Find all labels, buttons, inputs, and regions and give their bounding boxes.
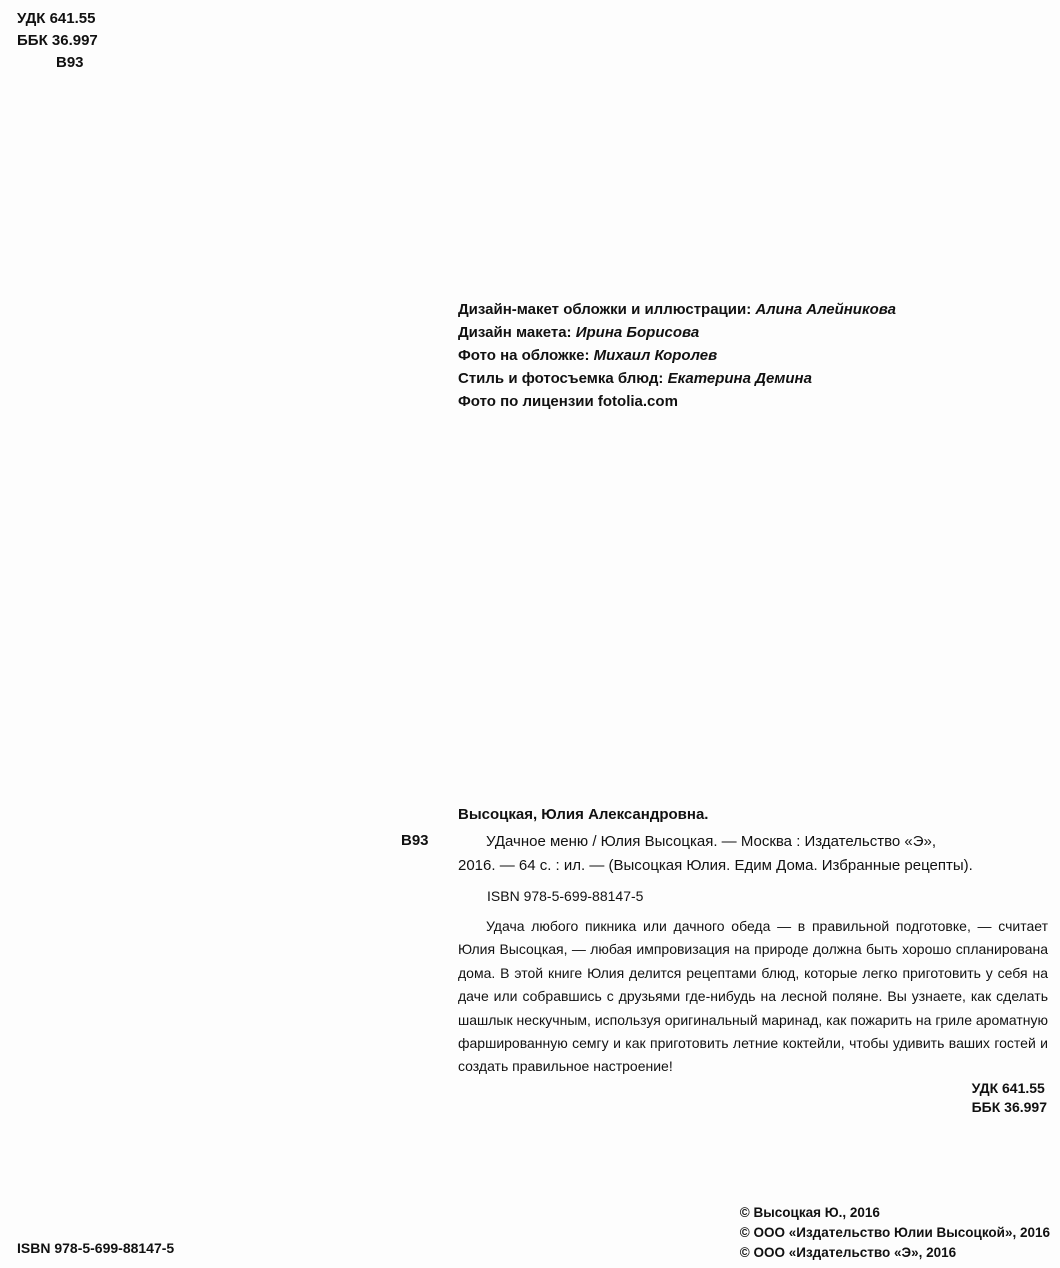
annotation-paragraph: Удача любого пикника или дачного обеда — в правильной подготовке, — считает Юлия Высоцкая, — любая импровизация на природе должна быть хорошо спланирована дома. В этой книге Юлия делится рецептами блюд, которые легко приготовить у себя на даче или собравшись с друзьями где-нибудь на лесной поляне. Вы узнаете, как сделать шашлык нескучным, используя оригинальный маринад, как пожарить на гриле ароматную фаршированную семгу и как приготовить летние коктейли, чтобы удивить ваших гостей и создать правильное настроение! bbox=[458, 918, 1048, 1075]
credit-role: Фото на обложке: bbox=[458, 347, 590, 364]
biblio-line: 2016. — 64 с. : ил. — (Высоцкая Юлия. Едим Дома. Избранные рецепты). bbox=[458, 857, 973, 874]
copyright-line: © ООО «Издательство «Э», 2016 bbox=[739, 1245, 957, 1260]
author-mark: В93 bbox=[56, 54, 84, 71]
bbk-code: ББК 36.997 bbox=[17, 32, 98, 49]
copyright-line: © Высоцкая Ю., 2016 bbox=[739, 1205, 880, 1220]
biblio-line: УДачное меню / Юлия Высоцкая. — Москва : Издательство «Э», bbox=[486, 833, 937, 850]
credit-role: Фото по лицензии fotolia.com bbox=[458, 393, 678, 410]
copyright-block bbox=[740, 1203, 1050, 1263]
credit-row bbox=[458, 390, 896, 413]
udk-code: УДК 641.55 bbox=[971, 1080, 1045, 1096]
top-classification-codes bbox=[17, 8, 98, 74]
catalog-classification-codes bbox=[972, 1079, 1047, 1117]
footer-isbn: ISBN 978-5-699-88147-5 bbox=[17, 1240, 175, 1256]
credit-name: Ирина Борисова bbox=[575, 324, 700, 341]
credit-name: Михаил Королев bbox=[593, 347, 718, 364]
credits-block bbox=[458, 298, 896, 413]
credit-role: Дизайн макета: bbox=[458, 324, 572, 341]
credit-name: Екатерина Демина bbox=[667, 370, 812, 387]
credit-row bbox=[458, 321, 896, 344]
credit-row bbox=[458, 298, 896, 321]
copyright-line: © ООО «Издательство Юлии Высоцкой», 2016 bbox=[739, 1225, 1050, 1240]
credit-role: Стиль и фотосъемка блюд: bbox=[458, 370, 664, 387]
catalog-isbn: ISBN 978-5-699-88147-5 bbox=[487, 888, 644, 904]
bbk-code: ББК 36.997 bbox=[971, 1099, 1047, 1115]
credit-name: Алина Алейникова bbox=[755, 301, 896, 318]
catalog-author-heading: Высоцкая, Юлия Александровна. bbox=[458, 806, 709, 823]
bibliographic-description bbox=[458, 830, 1048, 878]
udk-code: УДК 641.55 bbox=[17, 10, 96, 27]
credit-row bbox=[458, 367, 896, 390]
credit-role: Дизайн-макет обложки и иллюстрации: bbox=[458, 301, 752, 318]
catalog-author-mark: В93 bbox=[401, 832, 429, 849]
credit-row bbox=[458, 344, 896, 367]
